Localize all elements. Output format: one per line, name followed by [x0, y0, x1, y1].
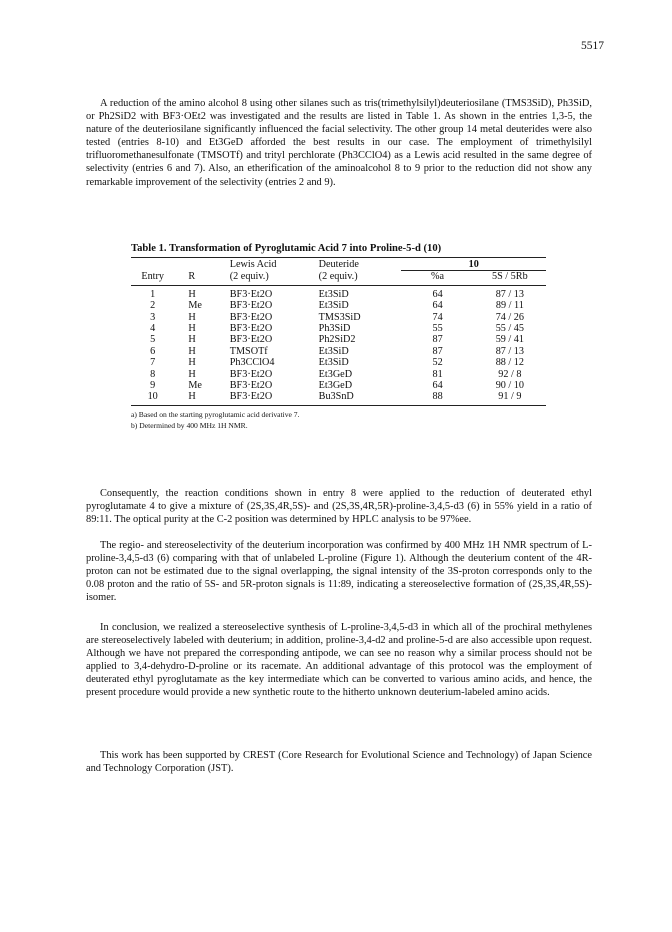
header-entry-blank — [131, 258, 174, 271]
cell-deuteride: Et3SiD — [318, 288, 349, 300]
cell-r: H — [188, 368, 196, 380]
cell-lewis-acid: BF3·Et2O — [229, 368, 273, 380]
cell-ratio: 88 / 12 — [495, 357, 524, 369]
table-row — [131, 380, 546, 391]
cell-deuteride: Et3SiD — [318, 300, 349, 312]
cell-entry: 1 — [150, 288, 156, 300]
cell-r: H — [188, 357, 196, 369]
cell-ratio: 87 / 13 — [495, 345, 524, 357]
table-footnotes — [131, 410, 546, 432]
page-number: 5517 — [581, 40, 604, 52]
cell-percent: 87 — [432, 345, 443, 357]
cell-entry: 4 — [150, 323, 156, 335]
cell-lewis-acid: BF3·Et2O — [229, 288, 273, 300]
header-lewis-acid-equiv: (2 equiv.) — [220, 271, 313, 285]
cell-ratio: 91 / 9 — [474, 391, 546, 405]
footnote-b: b) Determined by 400 MHz 1H NMR. — [131, 420, 248, 430]
cell-entry: 7 — [150, 357, 156, 369]
table-row — [131, 346, 546, 357]
table-row — [131, 357, 546, 368]
cell-ratio: 74 / 26 — [495, 311, 524, 323]
cell-ratio: 92 / 8 — [498, 368, 522, 380]
cell-ratio: 55 / 45 — [495, 323, 524, 335]
cell-entry: 9 — [150, 380, 156, 392]
cell-r: H — [188, 311, 196, 323]
table-1 — [131, 243, 546, 431]
cell-entry: 8 — [150, 368, 156, 380]
paragraph-acknowledgement: This work has been supported by CREST (Core Research for Evolutional Science and Technology) of Japan Science and Technology Corporation (JST). — [86, 750, 592, 775]
cell-percent: 81 — [432, 368, 443, 380]
cell-percent: 74 — [432, 311, 443, 323]
cell-deuteride: Bu3SnD — [313, 391, 402, 405]
cell-lewis-acid: Ph3CClO4 — [229, 357, 275, 369]
header-r: R — [174, 271, 219, 285]
cell-entry: 3 — [150, 311, 156, 323]
cell-r: H — [188, 345, 196, 357]
cell-lewis-acid: BF3·Et2O — [220, 391, 313, 405]
table-row — [131, 334, 546, 345]
cell-ratio: 89 / 11 — [495, 300, 524, 312]
cell-entry: 2 — [150, 300, 156, 312]
cell-r: H — [188, 288, 196, 300]
table-row — [131, 391, 546, 405]
cell-lewis-acid: BF3·Et2O — [229, 380, 273, 392]
header-compound: 10 — [401, 258, 546, 271]
cell-percent: 87 — [432, 334, 443, 346]
cell-percent: 55 — [432, 323, 443, 335]
cell-percent: 64 — [432, 288, 443, 300]
cell-lewis-acid: BF3·Et2O — [229, 311, 273, 323]
cell-lewis-acid: TMSOTf — [229, 345, 268, 357]
table-row — [131, 285, 546, 300]
cell-percent: 52 — [432, 357, 443, 369]
cell-deuteride: Et3SiD — [318, 345, 349, 357]
cell-percent: 64 — [432, 380, 443, 392]
cell-ratio: 59 / 41 — [495, 334, 524, 346]
cell-ratio: 90 / 10 — [495, 380, 524, 392]
cell-lewis-acid: BF3·Et2O — [229, 323, 273, 335]
cell-entry: 5 — [150, 334, 156, 346]
cell-r: H — [174, 391, 219, 405]
paragraph-deuterated-reduction: Consequently, the reaction conditions shown in entry 8 were applied to the reduction of deuterated ethyl pyroglutamate 4 to give a mixture of (2S,3S,4R,5S)- and (2S,3S,4R,5R)-proline-3,4,5-d3 (6) in 55% yield in a ratio of 89:11. The optical purity at the C-2 position was determined by HPLC analysis to be 97%ee. — [86, 488, 592, 526]
header-entry: Entry — [131, 271, 174, 285]
cell-r: Me — [188, 380, 202, 392]
cell-entry: 10 — [131, 391, 174, 405]
header-ratio: 5S / 5Rb — [474, 271, 546, 285]
table-caption: Table 1. Transformation of Pyroglutamic Acid 7 into Proline-5-d (10) — [131, 243, 442, 254]
paragraph-silane-reduction: A reduction of the amino alcohol 8 using other silanes such as tris(trimethylsilyl)deuteriosilane (TMS3SiD), Ph3SiD, or Ph2SiD2 with BF3·OEt2 was investigated and the results are listed in Table 1. As shown in the entries 1,3-5, the nature of the deuteriosilane significantly influenced the facial selectivity. The other group 14 metal deuterides were also tested (entries 8-10) and Et3GeD afforded the best results in our case. The employment of trimethylsilyl trifluoromethanesulfonate (TMSOTf) and trityl perchlorate (Ph3CClO4) as a Lewis acid resulted in the same degree of selectivity (entries 6 and 7). Also, an etherification of the aminoalcohol 8 to 9 prior to the reduction did not show any remarkable improvement of the selectivity (entries 2 and 9). — [86, 98, 592, 188]
paragraph-conclusion: In conclusion, we realized a stereoselective synthesis of L-proline-3,4,5-d3 in which all of the prochiral methylenes are stereoselectively labeled with deuterium; in addition, proline-3,4-d2 and proline-5-d are also accessible upon request. Although we have not prepared the corresponding antipode, we can see no reason why a similar process should not be applied to 3,4-dehydro-D-proline or its racemate. An additional advantage of this protocol was the employment of deuterated ethyl pyroglutamate as the key intermediate which can be converted to various amino acids, and hence, the present procedure would provide a new synthetic route to the hitherto unknown deuterium-labeled amino acids. — [86, 622, 592, 699]
cell-deuteride: TMS3SiD — [318, 311, 361, 323]
footnote-a: a) Based on the starting pyroglutamic acid derivative 7. — [131, 409, 300, 419]
cell-lewis-acid: BF3·Et2O — [229, 300, 273, 312]
cell-deuteride: Ph2SiD2 — [318, 334, 356, 346]
paragraph-nmr-confirmation: The regio- and stereoselectivity of the deuterium incorporation was confirmed by 400 MHz 1H NMR spectrum of L-proline-3,4,5-d3 (6) comparing with that of unlabeled L-proline (Figure 1). Although the deuterium content of the 4R-proton can not be estimated due to the signal overlapping, the signal intensity of the 3S-proton corresponds only to the 0.08 proton and the ratio of 5S- and 5R-proton signals is 11:89, indicating a stereoselective formation of (2S,3S,4R,5S)-isomer. — [86, 540, 592, 604]
cell-deuteride: Et3GeD — [318, 368, 353, 380]
cell-lewis-acid: BF3·Et2O — [229, 334, 273, 346]
cell-entry: 6 — [150, 345, 156, 357]
table-row — [131, 369, 546, 380]
header-deuteride: Deuteride — [313, 258, 402, 271]
header-deuteride-equiv: (2 equiv.) — [313, 271, 402, 285]
header-r-blank — [174, 258, 219, 271]
cell-ratio: 87 / 13 — [495, 288, 524, 300]
cell-deuteride: Et3GeD — [318, 380, 353, 392]
table-row — [131, 300, 546, 311]
cell-r: Me — [188, 300, 202, 312]
results-table — [131, 257, 546, 406]
header-percent: %a — [401, 271, 473, 285]
header-lewis-acid: Lewis Acid — [220, 258, 313, 271]
table-row — [131, 312, 546, 323]
cell-r: H — [188, 323, 196, 335]
cell-percent: 88 — [401, 391, 473, 405]
cell-deuteride: Ph3SiD — [318, 323, 351, 335]
cell-percent: 64 — [432, 300, 443, 312]
table-row — [131, 323, 546, 334]
cell-r: H — [188, 334, 196, 346]
cell-deuteride: Et3SiD — [318, 357, 349, 369]
